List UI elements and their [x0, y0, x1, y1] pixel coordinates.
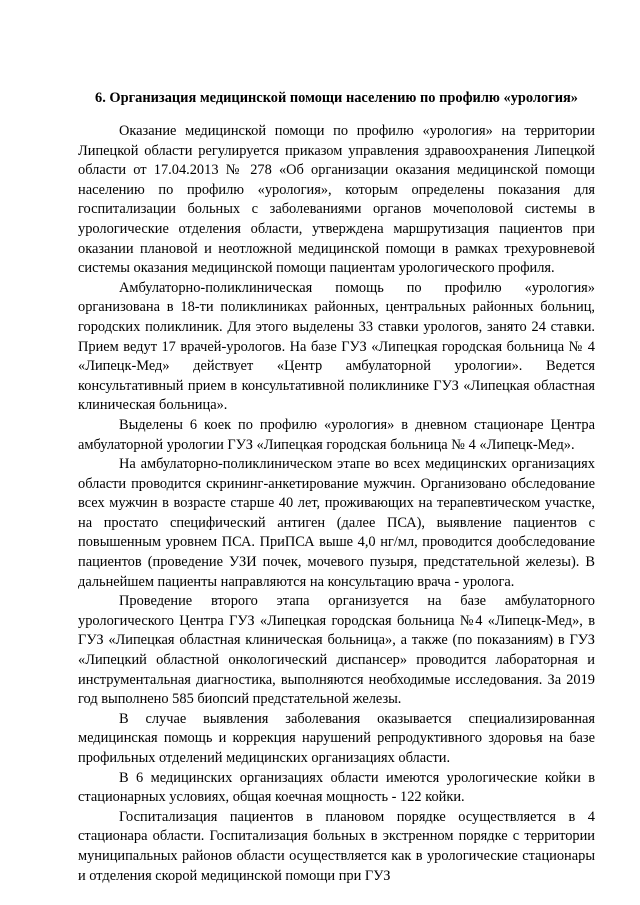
section-heading: 6. Организация медицинской помощи населению по профилю «урология»: [95, 90, 578, 106]
paragraph-screening: На амбулаторно-поликлиническом этапе во всех медицинских организациях области проводится скрининг-анкетирование мужчин. Организовано обследование всех мужчин в возрасте старше 40 лет, проживающих на терапевтическом участке, на простато специфический антиген (далее ПСА), выявление пациентов с повышенным уровнем ПСА. ПриПСА выше 4,0 нг/мл, проводится дообследование пациентов (проведение УЗИ почек, мочевого пузыря, предстательной железы). В дальнейшем пациенты направляются на консультацию врача - уролога.: [78, 456, 595, 590]
paragraph-hospitalization: Госпитализация пациентов в плановом порядке осуществляется в 4 стационара области. Госпитализация больных в экстренном порядке с территории муниципальных районов области осуществляется как в урологические стационары и отделения скорой медицинской помощи при ГУЗ: [78, 808, 595, 884]
paragraph-bed-capacity: В 6 медицинских организациях области имеются урологические койки в стационарных условиях, общая коечная мощность - 122 койки.: [78, 769, 595, 806]
paragraph-outpatient-care: Амбулаторно-поликлиническая помощь по профилю «урология» организована в 18-ти поликлиниках районных, центральных районных больниц, городских поликлиник. Для этого выделены 33 ставки урологов, занято 24 ставки. Прием ведут 17 врачей-урологов. На базе ГУЗ «Липецкая городская больница № 4 «Липецк-Мед» действует «Центр амбулаторной урологии». Ведется консультативный прием в консультативной поликлинике ГУЗ «Липецкая областная клиническая больница».: [78, 279, 595, 414]
paragraph-specialized-care: В случае выявления заболевания оказывается специализированная медицинская помощь и коррекция нарушений репродуктивного здоровья на базе профильных отделений медицинских организациях области.: [78, 710, 595, 766]
document-page: [78, 88, 595, 886]
paragraph-second-stage: Проведение второго этапа организуется на базе амбулаторного урологического Центра ГУЗ «Липецкая городская больница №4 «Липецк-Мед», в ГУЗ «Липецкая областная клиническая больница», а также (по показаниям) в ГУЗ «Липецкий областной онкологический диспансер» проводится лабораторная и инструментальная диагностика, выполняются необходимые исследования. За 2019 год выполнено 585 биопсий предстательной железы.: [78, 593, 595, 708]
paragraph-day-hospital: Выделены 6 коек по профилю «урология» в дневном стационаре Центра амбулаторной урологии ГУЗ «Липецкая городская больница № 4 «Липецк-Мед».: [78, 416, 595, 453]
paragraph-legal-basis: Оказание медицинской помощи по профилю «урология» на территории Липецкой области регулируется приказом управления здравоохранения Липецкой области от 17.04.2013 № 278 «Об организации оказания медицинской помощи населению по профилю «урология», которым определены показания для госпитализации больных с заболеваниями органов мочеполовой системы в урологические отделения области, утверждена маршрутизация пациентов при оказании плановой и неотложной медицинской помощи в рамках трехуровневой системы оказания медицинской помощи пациентам урологического профиля.: [78, 123, 595, 277]
